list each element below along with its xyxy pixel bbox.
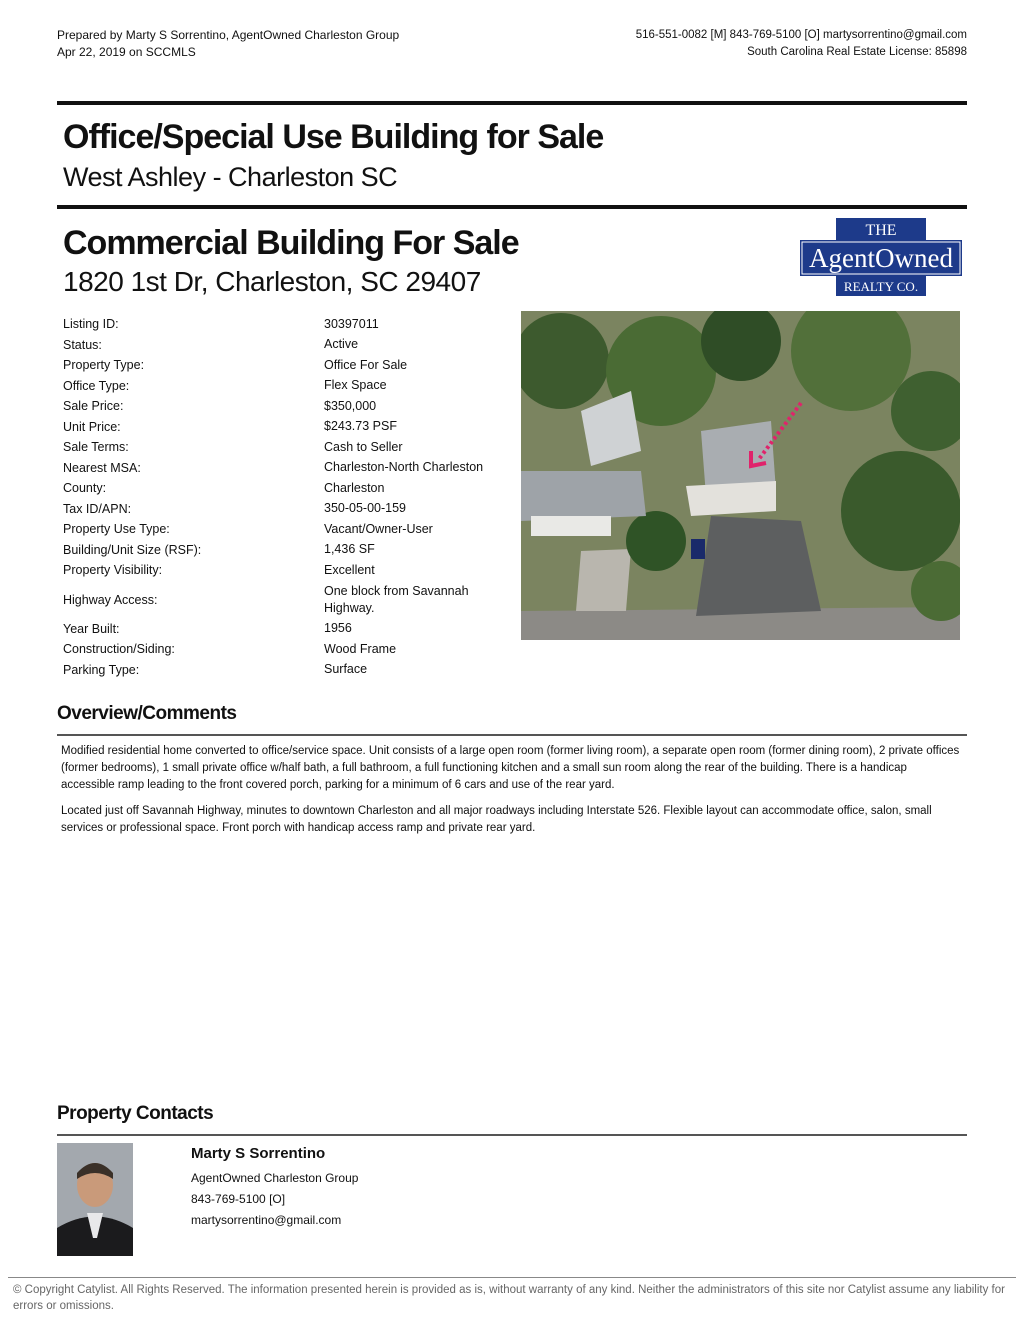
detail-row: Office Type: Flex Space xyxy=(63,378,387,393)
detail-row: Status: Active xyxy=(63,337,359,352)
detail-row: Nearest MSA: Charleston-North Charleston xyxy=(63,460,484,475)
header-contact xyxy=(636,27,967,61)
top-divider xyxy=(57,101,967,105)
detail-row: Sale Terms: Cash to Seller xyxy=(63,439,403,455)
logo-name: AgentOwned xyxy=(809,243,953,273)
prepared-by: Prepared by Marty S Sorrentino, AgentOwned Charleston Group xyxy=(57,28,400,42)
detail-row: Building/Unit Size (RSF): 1,436 SF xyxy=(63,542,375,557)
aerial-property-photo xyxy=(521,311,960,640)
detail-row: Property Use Type: Vacant/Owner-User xyxy=(63,521,433,537)
detail-row: Parking Type: Surface xyxy=(63,662,368,677)
overview-paragraph-2: Located just off Savannah Highway, minutes to downtown Charleston and all major roadways including Interstate 526. Flexible layout can accommodate office, salon, small services or professional space. Front porch with handicap access ramp and private rear yard. xyxy=(61,805,932,834)
headline: Office/Special Use Building for Sale xyxy=(63,118,604,156)
report-date: Apr 22, 2019 on SCCMLS xyxy=(57,45,196,59)
agentowned-logo xyxy=(800,218,962,296)
detail-row: Listing ID: 30397011 xyxy=(63,316,379,332)
header-preparer xyxy=(57,27,399,61)
logo-the: THE xyxy=(865,222,897,239)
license-number: South Carolina Real Estate License: 85898 xyxy=(747,46,967,58)
contacts-heading: Property Contacts xyxy=(57,1103,214,1124)
footer-divider xyxy=(8,1277,1016,1278)
agent-name: Marty S Sorrentino xyxy=(191,1145,326,1162)
logo-realty: REALTY CO. xyxy=(843,279,919,294)
detail-row: Property Type: Office For Sale xyxy=(63,357,408,373)
listing-address: 1820 1st Dr, Charleston, SC 29407 xyxy=(63,266,481,297)
detail-row: Tax ID/APN: 350-05-00-159 xyxy=(63,501,407,516)
contacts-divider xyxy=(57,1134,967,1136)
agent-phone[interactable]: 843-769-5100 [O] xyxy=(191,1192,286,1206)
detail-row: Sale Price: $350,000 xyxy=(63,398,377,414)
detail-row: Year Built: 1956 xyxy=(63,621,352,636)
header-phones-email: 516-551-0082 [M] 843-769-5100 [O] martysorrentino@gmail.com xyxy=(635,29,967,41)
detail-row: Highway Access: One block from Savannah Highway. xyxy=(63,583,469,615)
copyright-notice: © Copyright Catylist. All Rights Reserved. The information presented herein is provided as is, without warranty of any kind. Neither the administrators of this site nor Catylist assume any liability for errors or omissions. xyxy=(13,1284,1005,1312)
overview-heading: Overview/Comments xyxy=(57,703,237,724)
aerial-photo-illustration xyxy=(521,311,960,640)
detail-row: County: Charleston xyxy=(63,480,385,496)
title-divider xyxy=(57,205,967,209)
agent-photo xyxy=(57,1143,133,1256)
overview-divider xyxy=(57,734,967,736)
agent-portrait xyxy=(57,1143,133,1256)
agent-email[interactable]: martysorrentino@gmail.com xyxy=(191,1213,342,1227)
agent-company: AgentOwned Charleston Group xyxy=(191,1171,359,1185)
detail-row: Construction/Siding: Wood Frame xyxy=(63,641,397,657)
detail-row: Property Visibility: Excellent xyxy=(63,562,375,578)
listing-title: Commercial Building For Sale xyxy=(63,224,519,262)
detail-row: Unit Price: $243.73 PSF xyxy=(63,419,397,434)
property-details xyxy=(63,314,503,680)
overview-paragraph-1: Modified residential home converted to office/service space. Unit consists of a large open room (former living room), a separate open room (former dining room), 2 private offices (former bedrooms), 1 small private office w/half bath, a full bathroom, a full functioning kitchen and a small sun room along the rear of the building. There is a handicap accessible ramp leading to the front covered porch, parking for a minimum of 6 cars and use of the rear yard. xyxy=(61,745,960,791)
location: West Ashley - Charleston SC xyxy=(63,162,398,192)
agent-contact-card xyxy=(191,1145,358,1233)
